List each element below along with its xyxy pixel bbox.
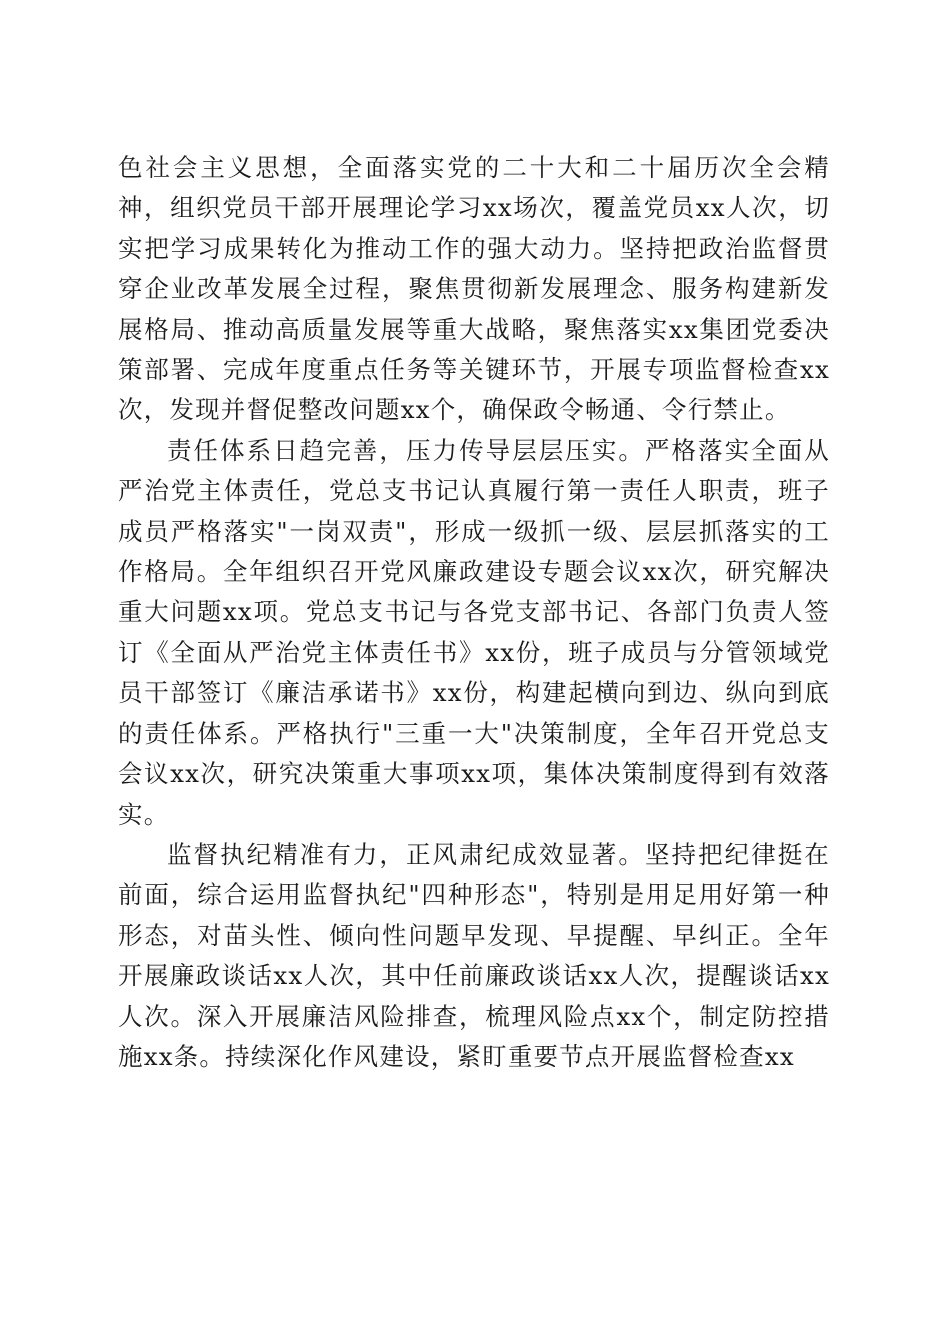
paragraph-discipline-supervision: 监督执纪精准有力，正风肃纪成效显著。坚持把纪律挺在前面，综合运用监督执纪"四种形态"，特别是用足用好第一种形态，对苗头性、倾向性问题早发现、早提醒、早纠正。全年开展廉政谈话xx人次，其中任前廉政谈话xx人次，提醒谈话xx人次。深入开展廉洁风险排查，梳理风险点xx个，制定防控措施xx条。持续深化作风建设，紧盯重要节点开展监督检查xx <box>118 839 830 1071</box>
paragraph-political-supervision: 色社会主义思想，全面落实党的二十大和二十届历次全会精神，组织党员干部开展理论学习xx场次，覆盖党员xx人次，切实把学习成果转化为推动工作的强大动力。坚持把政治监督贯穿企业改革发展全过程，聚焦贯彻新发展理念、服务构建新发展格局、推动高质量发展等重大战略，聚焦落实xx集团党委决策部署、完成年度重点任务等关键环节，开展专项监督检查xx次，发现并督促整改问题xx个，确保政令畅通、令行禁止。 <box>118 153 830 425</box>
document-body <box>118 148 830 1077</box>
paragraph-responsibility-system: 责任体系日趋完善，压力传导层层压实。严格落实全面从严治党主体责任，党总支书记认真履行第一责任人职责，班子成员严格落实"一岗双责"，形成一级抓一级、层层抓落实的工作格局。全年组织召开党风廉政建设专题会议xx次，研究解决重大问题xx项。党总支书记与各党支部书记、各部门负责人签订《全面从严治党主体责任书》xx份，班子成员与分管领域党员干部签订《廉洁承诺书》xx份，构建起横向到边、纵向到底的责任体系。严格执行"三重一大"决策制度，全年召开党总支会议xx次，研究决策重大事项xx项，集体决策制度得到有效落实。 <box>118 435 830 829</box>
